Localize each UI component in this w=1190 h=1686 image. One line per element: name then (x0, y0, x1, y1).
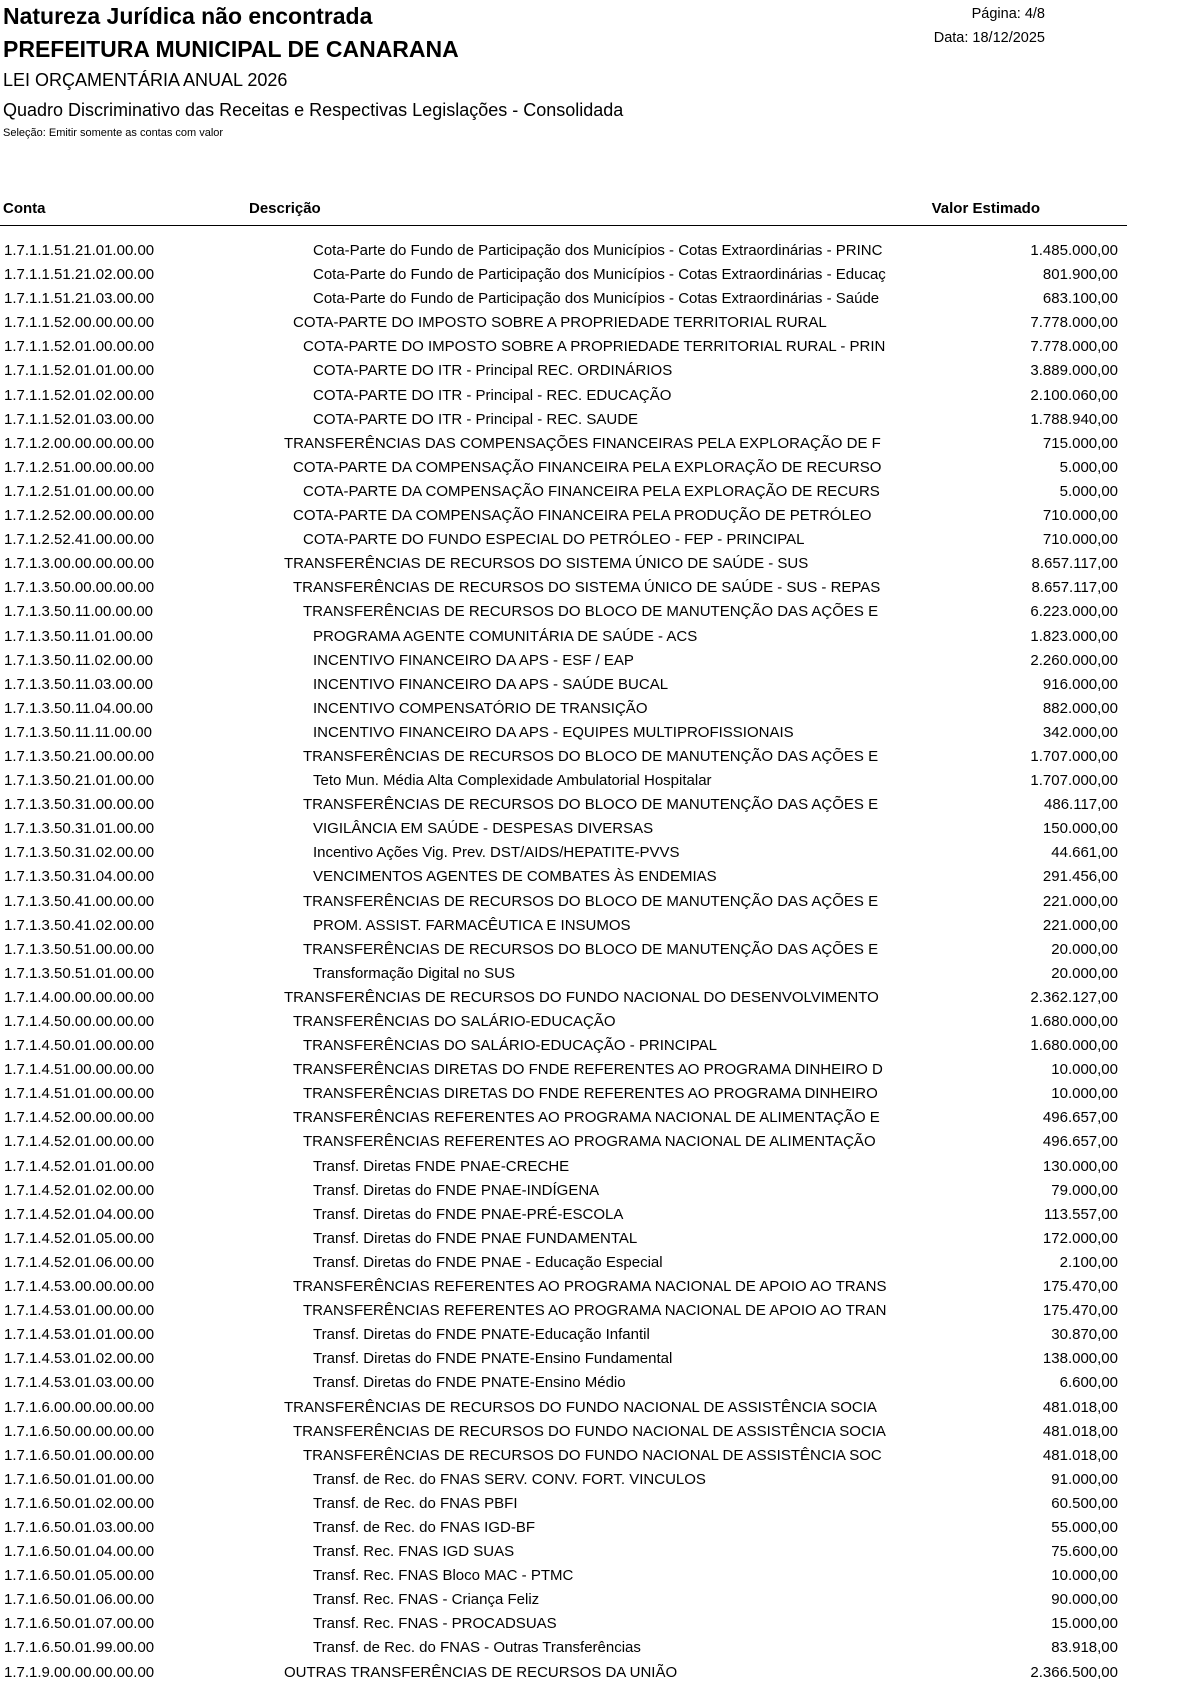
estimated-value: 44.661,00 (1051, 844, 1118, 862)
account-description: Transf. Diretas do FNDE PNAE-INDÍGENA (313, 1181, 600, 1199)
account-code: 1.7.1.3.50.11.03.00.00 (4, 675, 154, 693)
account-description: TRANSFERÊNCIAS DE RECURSOS DO BLOCO DE MANUTENÇÃO DAS AÇÕES E (303, 892, 879, 910)
table-row (0, 1156, 1127, 1180)
estimated-value: 481.018,00 (1042, 1398, 1118, 1416)
account-description: INCENTIVO FINANCEIRO DA APS - ESF / EAP (313, 651, 634, 669)
estimated-value: 342.000,00 (1042, 723, 1118, 741)
header-divider (0, 225, 1127, 226)
account-code: 1.7.1.3.50.31.02.00.00 (4, 844, 155, 862)
account-code: 1.7.1.2.00.00.00.00.00 (4, 434, 155, 452)
column-header-valor: Valor Estimado (931, 200, 1040, 217)
table-row (0, 891, 1127, 915)
estimated-value: 175.470,00 (1042, 1302, 1118, 1320)
account-code: 1.7.1.3.50.31.04.00.00 (4, 868, 155, 886)
table-row (0, 1204, 1127, 1228)
account-description: TRANSFERÊNCIAS DO SALÁRIO-EDUCAÇÃO - PRINCIPAL (303, 1037, 717, 1055)
table-row (0, 1421, 1127, 1445)
account-code: 1.7.1.4.53.01.00.00.00 (4, 1302, 155, 1320)
table-row (0, 1541, 1127, 1565)
table-row (0, 987, 1127, 1011)
estimated-value: 10.000,00 (1051, 1061, 1118, 1079)
estimated-value: 75.600,00 (1051, 1543, 1118, 1561)
estimated-value: 5.000,00 (1059, 458, 1118, 476)
account-code: 1.7.1.4.00.00.00.00.00 (4, 988, 155, 1006)
estimated-value: 90.000,00 (1051, 1591, 1118, 1609)
account-description: Transf. Diretas do FNDE PNATE-Educação Infantil (313, 1326, 650, 1344)
estimated-value: 1.680.000,00 (1030, 1013, 1118, 1030)
table-row (0, 1107, 1127, 1131)
estimated-value: 2.100.060,00 (1030, 386, 1118, 404)
estimated-value: 20.000,00 (1051, 940, 1118, 958)
account-code: 1.7.1.3.50.11.04.00.00 (4, 699, 154, 717)
table-row (0, 264, 1127, 288)
table-row (0, 1180, 1127, 1204)
account-description: COTA-PARTE DO ITR - Principal - REC. SAUDE (313, 410, 639, 428)
table-row (0, 505, 1127, 529)
account-code: 1.7.1.4.53.00.00.00.00 (4, 1278, 155, 1296)
account-code: 1.7.1.3.50.11.00.00.00 (4, 603, 154, 621)
table-row (0, 1445, 1127, 1469)
estimated-value: 172.000,00 (1042, 1229, 1118, 1247)
estimated-value: 496.657,00 (1042, 1133, 1118, 1151)
account-code: 1.7.1.6.50.01.02.00.00 (4, 1494, 155, 1512)
account-code: 1.7.1.4.53.01.02.00.00 (4, 1350, 155, 1368)
account-description: Cota-Parte do Fundo de Participação dos Municípios - Cotas Extraordinárias - Educaç (313, 266, 886, 284)
page-number: Página: 4/8 (971, 6, 1045, 22)
entity-name: Natureza Jurídica não encontrada (3, 3, 373, 29)
account-code: 1.7.1.6.00.00.00.00.00 (4, 1398, 155, 1416)
estimated-value: 6.223.000,00 (1030, 603, 1118, 621)
table-row (0, 288, 1127, 312)
estimated-value: 882.000,00 (1042, 699, 1118, 717)
table-row (0, 818, 1127, 842)
account-code: 1.7.1.4.51.01.00.00.00 (4, 1085, 155, 1103)
account-description: Transf. Diretas do FNDE PNATE-Ensino Fundamental (313, 1350, 673, 1368)
account-code: 1.7.1.4.52.01.02.00.00 (4, 1181, 155, 1199)
account-description: TRANSFERÊNCIAS REFERENTES AO PROGRAMA NACIONAL DE APOIO AO TRAN (303, 1302, 887, 1320)
table-row (0, 626, 1127, 650)
prefeitura-title: PREFEITURA MUNICIPAL DE CANARANA (3, 36, 459, 62)
account-description: TRANSFERÊNCIAS DE RECURSOS DO BLOCO DE MANUTENÇÃO DAS AÇÕES E (303, 940, 879, 958)
estimated-value: 1.485.000,00 (1030, 242, 1118, 259)
account-code: 1.7.1.1.52.01.01.00.00 (4, 362, 155, 380)
account-code: 1.7.1.6.50.01.06.00.00 (4, 1591, 155, 1609)
account-code: 1.7.1.2.51.01.00.00.00 (4, 482, 155, 500)
account-code: 1.7.1.6.50.01.04.00.00 (4, 1543, 155, 1561)
table-row (0, 457, 1127, 481)
account-description: OUTRAS TRANSFERÊNCIAS DE RECURSOS DA UNIÃO (284, 1663, 678, 1681)
table-row (0, 1637, 1127, 1661)
estimated-value: 2.100,00 (1059, 1253, 1118, 1271)
account-description: Teto Mun. Média Alta Complexidade Ambulatorial Hospitalar (313, 772, 712, 790)
account-code: 1.7.1.4.52.01.04.00.00 (4, 1205, 155, 1223)
table-row (0, 240, 1127, 264)
estimated-value: 1.680.000,00 (1030, 1037, 1118, 1055)
account-code: 1.7.1.4.51.00.00.00.00 (4, 1061, 155, 1079)
estimated-value: 8.657.117,00 (1031, 579, 1118, 597)
account-description: Transf. Diretas do FNDE PNAE FUNDAMENTAL (313, 1229, 638, 1247)
account-code: 1.7.1.3.50.31.01.00.00 (4, 820, 155, 838)
account-description: TRANSFERÊNCIAS DE RECURSOS DO SISTEMA ÚNICO DE SAÚDE - SUS (284, 555, 809, 573)
estimated-value: 7.778.000,00 (1030, 338, 1118, 356)
estimated-value: 481.018,00 (1042, 1446, 1118, 1464)
account-code: 1.7.1.1.52.00.00.00.00 (4, 314, 155, 332)
estimated-value: 20.000,00 (1051, 964, 1118, 982)
estimated-value: 91.000,00 (1051, 1470, 1118, 1488)
estimated-value: 130.000,00 (1042, 1157, 1118, 1175)
estimated-value: 10.000,00 (1051, 1085, 1118, 1103)
table-row (0, 1372, 1127, 1396)
account-description: Transformação Digital no SUS (313, 964, 516, 982)
account-description: TRANSFERÊNCIAS DE RECURSOS DO FUNDO NACIONAL DE ASSISTÊNCIA SOCIA (293, 1422, 886, 1440)
estimated-value: 801.900,00 (1042, 266, 1118, 284)
account-code: 1.7.1.1.51.21.03.00.00 (4, 290, 155, 308)
account-code: 1.7.1.4.52.01.00.00.00 (4, 1133, 155, 1151)
account-description: Transf. Diretas do FNDE PNAE-PRÉ-ESCOLA (313, 1205, 624, 1223)
account-code: 1.7.1.2.52.00.00.00.00 (4, 507, 155, 525)
table-row (0, 1662, 1127, 1686)
account-code: 1.7.1.1.51.21.01.00.00 (4, 242, 155, 259)
account-code: 1.7.1.6.50.01.00.00.00 (4, 1446, 155, 1464)
account-code: 1.7.1.3.50.11.02.00.00 (4, 651, 154, 669)
account-description: TRANSFERÊNCIAS REFERENTES AO PROGRAMA NACIONAL DE APOIO AO TRANS (293, 1278, 887, 1296)
account-description: INCENTIVO FINANCEIRO DA APS - EQUIPES MULTIPROFISSIONAIS (313, 723, 794, 741)
estimated-value: 710.000,00 (1042, 507, 1118, 525)
account-description: PROM. ASSIST. FARMACÊUTICA E INSUMOS (313, 916, 631, 934)
table-row (0, 312, 1127, 336)
table-row (0, 385, 1127, 409)
table-row (0, 481, 1127, 505)
table-row (0, 433, 1127, 457)
table-row (0, 650, 1127, 674)
account-description: TRANSFERÊNCIAS DIRETAS DO FNDE REFERENTES AO PROGRAMA DINHEIRO D (293, 1061, 883, 1079)
account-code: 1.7.1.3.50.21.01.00.00 (4, 772, 155, 790)
estimated-value: 8.657.117,00 (1031, 555, 1118, 573)
table-row (0, 1276, 1127, 1300)
account-code: 1.7.1.3.50.41.00.00.00 (4, 892, 155, 910)
account-description: Transf. Diretas do FNDE PNATE-Ensino Médio (313, 1374, 626, 1392)
account-description: Transf. Rec. FNAS - PROCADSUAS (313, 1615, 557, 1633)
account-description: Transf. Rec. FNAS IGD SUAS (313, 1543, 515, 1561)
report-subtitle: Quadro Discriminativo das Receitas e Respectivas Legislações - Consolidada (3, 100, 624, 120)
table-row (0, 1324, 1127, 1348)
account-code: 1.7.1.1.52.01.02.00.00 (4, 386, 155, 404)
table-row (0, 529, 1127, 553)
estimated-value: 221.000,00 (1042, 892, 1118, 910)
column-header-descricao: Descrição (249, 200, 321, 217)
estimated-value: 7.778.000,00 (1030, 314, 1118, 332)
account-description: TRANSFERÊNCIAS DIRETAS DO FNDE REFERENTES AO PROGRAMA DINHEIRO (303, 1085, 878, 1103)
table-row (0, 722, 1127, 746)
account-code: 1.7.1.6.50.01.99.00.00 (4, 1639, 155, 1657)
estimated-value: 481.018,00 (1042, 1422, 1118, 1440)
account-code: 1.7.1.1.51.21.02.00.00 (4, 266, 155, 284)
account-code: 1.7.1.1.52.01.03.00.00 (4, 410, 155, 428)
table-row (0, 336, 1127, 360)
estimated-value: 15.000,00 (1051, 1615, 1118, 1633)
table-row (0, 1348, 1127, 1372)
table-row (0, 1228, 1127, 1252)
account-description: Transf. Diretas do FNDE PNAE - Educação Especial (313, 1253, 663, 1271)
estimated-value: 5.000,00 (1059, 482, 1118, 500)
account-code: 1.7.1.3.50.11.11.00.00 (4, 723, 152, 741)
account-code: 1.7.1.3.50.21.00.00.00 (4, 747, 155, 765)
estimated-value: 6.600,00 (1059, 1374, 1118, 1392)
estimated-value: 2.260.000,00 (1030, 651, 1118, 669)
estimated-value: 175.470,00 (1042, 1278, 1118, 1296)
account-description: VENCIMENTOS AGENTES DE COMBATES ÀS ENDEMIAS (313, 868, 717, 886)
table-row (0, 1300, 1127, 1324)
estimated-value: 138.000,00 (1042, 1350, 1118, 1368)
revenue-table (0, 240, 1127, 1686)
account-code: 1.7.1.3.50.41.02.00.00 (4, 916, 155, 934)
table-row (0, 698, 1127, 722)
account-code: 1.7.1.3.00.00.00.00.00 (4, 555, 155, 573)
account-description: TRANSFERÊNCIAS DO SALÁRIO-EDUCAÇÃO (293, 1013, 616, 1030)
table-row (0, 770, 1127, 794)
estimated-value: 2.362.127,00 (1030, 988, 1118, 1006)
account-description: Transf. de Rec. do FNAS IGD-BF (313, 1518, 536, 1536)
table-row (0, 360, 1127, 384)
account-description: TRANSFERÊNCIAS REFERENTES AO PROGRAMA NACIONAL DE ALIMENTAÇÃO E (293, 1109, 880, 1127)
account-description: Cota-Parte do Fundo de Participação dos Municípios - Cotas Extraordinárias - PRINC (313, 242, 883, 259)
estimated-value: 496.657,00 (1042, 1109, 1118, 1127)
estimated-value: 683.100,00 (1042, 290, 1118, 308)
account-description: TRANSFERÊNCIAS DE RECURSOS DO SISTEMA ÚNICO DE SAÚDE - SUS - REPAS (293, 579, 881, 597)
account-description: COTA-PARTE DO IMPOSTO SOBRE A PROPRIEDADE TERRITORIAL RURAL - PRIN (303, 338, 886, 356)
table-row (0, 674, 1127, 698)
law-title: LEI ORÇAMENTÁRIA ANUAL 2026 (3, 70, 288, 90)
table-row (0, 577, 1127, 601)
table-row (0, 1083, 1127, 1107)
account-description: TRANSFERÊNCIAS REFERENTES AO PROGRAMA NACIONAL DE ALIMENTAÇÃO (303, 1133, 876, 1151)
estimated-value: 113.557,00 (1044, 1205, 1118, 1223)
table-row (0, 939, 1127, 963)
account-code: 1.7.1.4.50.00.00.00.00 (4, 1013, 155, 1030)
table-row (0, 409, 1127, 433)
account-description: COTA-PARTE DO ITR - Principal REC. ORDINÁRIOS (313, 362, 673, 380)
table-row (0, 1517, 1127, 1541)
account-description: INCENTIVO COMPENSATÓRIO DE TRANSIÇÃO (313, 699, 648, 717)
account-code: 1.7.1.9.00.00.00.00.00 (4, 1663, 155, 1681)
table-row (0, 963, 1127, 987)
account-description: TRANSFERÊNCIAS DE RECURSOS DO BLOCO DE MANUTENÇÃO DAS AÇÕES E (303, 796, 879, 814)
account-code: 1.7.1.4.52.01.01.00.00 (4, 1157, 155, 1175)
account-description: COTA-PARTE DO ITR - Principal - REC. EDUCAÇÃO (313, 386, 672, 404)
estimated-value: 1.707.000,00 (1030, 747, 1118, 765)
account-description: Transf. Rec. FNAS Bloco MAC - PTMC (313, 1567, 574, 1585)
estimated-value: 486.117,00 (1044, 796, 1118, 814)
estimated-value: 1.823.000,00 (1030, 627, 1118, 645)
table-row (0, 1131, 1127, 1155)
account-code: 1.7.1.4.52.00.00.00.00 (4, 1109, 155, 1127)
table-row (0, 1252, 1127, 1276)
account-code: 1.7.1.3.50.51.01.00.00 (4, 964, 155, 982)
table-row (0, 1493, 1127, 1517)
table-row (0, 1565, 1127, 1589)
account-code: 1.7.1.4.53.01.01.00.00 (4, 1326, 155, 1344)
estimated-value: 916.000,00 (1042, 675, 1118, 693)
account-code: 1.7.1.1.52.01.00.00.00 (4, 338, 155, 356)
table-row (0, 794, 1127, 818)
table-row (0, 1397, 1127, 1421)
estimated-value: 2.366.500,00 (1030, 1663, 1118, 1681)
account-code: 1.7.1.2.52.41.00.00.00 (4, 531, 155, 549)
estimated-value: 79.000,00 (1051, 1181, 1118, 1199)
table-row (0, 553, 1127, 577)
account-description: Cota-Parte do Fundo de Participação dos Municípios - Cotas Extraordinárias - Saúde (313, 290, 880, 308)
estimated-value: 710.000,00 (1042, 531, 1118, 549)
account-code: 1.7.1.6.50.00.00.00.00 (4, 1422, 155, 1440)
account-code: 1.7.1.4.52.01.06.00.00 (4, 1253, 155, 1271)
account-description: Transf. Diretas FNDE PNAE-CRECHE (313, 1157, 570, 1175)
account-description: Transf. de Rec. do FNAS PBFI (313, 1494, 518, 1512)
table-row (0, 1011, 1127, 1035)
account-code: 1.7.1.4.52.01.05.00.00 (4, 1229, 155, 1247)
estimated-value: 1.788.940,00 (1030, 410, 1118, 428)
estimated-value: 1.707.000,00 (1030, 772, 1118, 790)
account-description: TRANSFERÊNCIAS DAS COMPENSAÇÕES FINANCEIRAS PELA EXPLORAÇÃO DE F (284, 434, 881, 452)
account-description: INCENTIVO FINANCEIRO DA APS - SAÚDE BUCAL (313, 675, 669, 693)
account-description: COTA-PARTE DA COMPENSAÇÃO FINANCEIRA PELA EXPLORAÇÃO DE RECURS (303, 482, 880, 500)
account-description: TRANSFERÊNCIAS DE RECURSOS DO BLOCO DE MANUTENÇÃO DAS AÇÕES E (303, 747, 879, 765)
account-code: 1.7.1.6.50.01.03.00.00 (4, 1518, 155, 1536)
account-description: COTA-PARTE DO IMPOSTO SOBRE A PROPRIEDADE TERRITORIAL RURAL (293, 314, 827, 332)
account-description: Transf. de Rec. do FNAS - Outras Transferências (313, 1639, 641, 1657)
estimated-value: 291.456,00 (1042, 868, 1118, 886)
account-description: Transf. Rec. FNAS - Criança Feliz (313, 1591, 540, 1609)
account-description: TRANSFERÊNCIAS DE RECURSOS DO FUNDO NACIONAL DE ASSISTÊNCIA SOC (303, 1446, 882, 1464)
estimated-value: 150.000,00 (1042, 820, 1118, 838)
account-code: 1.7.1.6.50.01.01.00.00 (4, 1470, 155, 1488)
estimated-value: 60.500,00 (1051, 1494, 1118, 1512)
account-description: Incentivo Ações Vig. Prev. DST/AIDS/HEPATITE-PVVS (313, 844, 680, 862)
table-row (0, 601, 1127, 625)
account-code: 1.7.1.2.51.00.00.00.00 (4, 458, 155, 476)
account-code: 1.7.1.3.50.11.01.00.00 (4, 627, 154, 645)
account-description: Transf. de Rec. do FNAS SERV. CONV. FORT. VINCULOS (313, 1470, 706, 1488)
account-code: 1.7.1.4.50.01.00.00.00 (4, 1037, 155, 1055)
estimated-value: 3.889.000,00 (1030, 362, 1118, 380)
account-code: 1.7.1.3.50.31.00.00.00 (4, 796, 155, 814)
report-date: Data: 18/12/2025 (933, 30, 1045, 46)
estimated-value: 55.000,00 (1051, 1518, 1118, 1536)
account-description: PROGRAMA AGENTE COMUNITÁRIA DE SAÚDE - ACS (313, 627, 698, 645)
table-row (0, 866, 1127, 890)
estimated-value: 30.870,00 (1051, 1326, 1118, 1344)
account-description: COTA-PARTE DA COMPENSAÇÃO FINANCEIRA PELA EXPLORAÇÃO DE RECURSO (293, 458, 882, 476)
account-code: 1.7.1.3.50.00.00.00.00 (4, 579, 155, 597)
table-row (0, 842, 1127, 866)
estimated-value: 221.000,00 (1042, 916, 1118, 934)
table-row (0, 1613, 1127, 1637)
estimated-value: 83.918,00 (1051, 1639, 1118, 1657)
table-row (0, 1035, 1127, 1059)
table-row (0, 915, 1127, 939)
table-row (0, 1589, 1127, 1613)
estimated-value: 715.000,00 (1042, 434, 1118, 452)
account-code: 1.7.1.4.53.01.03.00.00 (4, 1374, 155, 1392)
account-description: TRANSFERÊNCIAS DE RECURSOS DO BLOCO DE MANUTENÇÃO DAS AÇÕES E (303, 603, 879, 621)
table-row (0, 1059, 1127, 1083)
table-row (0, 746, 1127, 770)
account-code: 1.7.1.6.50.01.05.00.00 (4, 1567, 155, 1585)
account-description: TRANSFERÊNCIAS DE RECURSOS DO FUNDO NACIONAL DO DESENVOLVIMENTO (284, 988, 879, 1006)
column-header-conta: Conta (3, 200, 46, 217)
account-description: COTA-PARTE DA COMPENSAÇÃO FINANCEIRA PELA PRODUÇÃO DE PETRÓLEO (293, 507, 872, 525)
account-code: 1.7.1.6.50.01.07.00.00 (4, 1615, 155, 1633)
account-description: VIGILÂNCIA EM SAÚDE - DESPESAS DIVERSAS (313, 820, 654, 838)
account-code: 1.7.1.3.50.51.00.00.00 (4, 940, 155, 958)
selection-note: Seleção: Emitir somente as contas com valor (3, 127, 224, 139)
table-row (0, 1469, 1127, 1493)
account-description: COTA-PARTE DO FUNDO ESPECIAL DO PETRÓLEO - FEP - PRINCIPAL (303, 531, 805, 549)
estimated-value: 10.000,00 (1051, 1567, 1118, 1585)
account-description: TRANSFERÊNCIAS DE RECURSOS DO FUNDO NACIONAL DE ASSISTÊNCIA SOCIA (284, 1398, 877, 1416)
